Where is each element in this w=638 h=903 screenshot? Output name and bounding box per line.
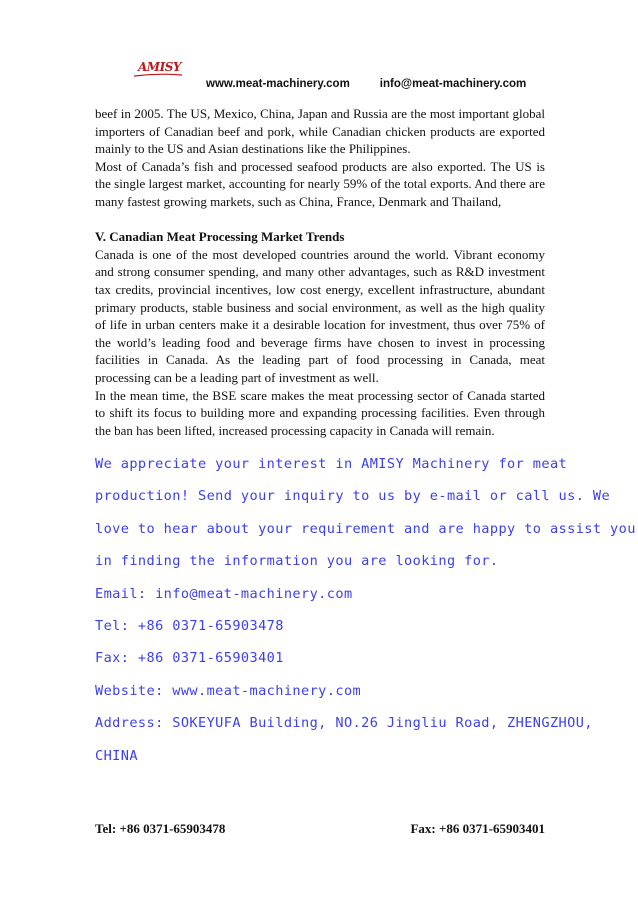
appeal-address: Address: SOKEYUFA Building, NO.26 Jingliu Road, ZHENGZHOU, — [95, 715, 593, 732]
appeal-email[interactable]: Email: info@meat-machinery.com — [95, 585, 353, 602]
appeal-fax: Fax: +86 0371-65903401 — [95, 650, 284, 667]
header-website-link[interactable]: www.meat-machinery.com — [206, 78, 350, 90]
appeal-line: love to hear about your requirement and are happy to assist you — [95, 520, 636, 537]
article-body — [95, 105, 545, 439]
paragraph: Canada is one of the most developed countries around the world. Vibrant economy and strong consumer spending, and many other advantages, such as R&D investment tax credits, provincial incentives, low cost energy, excellent infrastructure, abundant primary products, stable business and social environment, as well as the high quality of life in urban centers make it a desirable location for investment, thus over 75% of the world’s leading food and beverage firms have chosen to invest in processing facilities in Canada. As the leading part of food processing in Canada, meat processing can be a leading part of investment as well. — [95, 246, 545, 385]
page-header — [0, 60, 638, 100]
header-email-link[interactable]: info@meat-machinery.com — [379, 78, 527, 90]
contact-appeal — [95, 448, 636, 772]
appeal-country: CHINA — [95, 747, 138, 764]
footer-fax: Fax: +86 0371-65903401 — [410, 821, 545, 836]
logo-swoosh-icon — [134, 73, 182, 77]
amisy-logo: AMISY — [138, 60, 181, 74]
header-contact — [206, 78, 526, 90]
appeal-line: in finding the information you are looking for. — [95, 553, 499, 570]
appeal-website[interactable]: Website: www.meat-machinery.com — [95, 682, 362, 699]
section-heading: V. Canadian Meat Processing Market Trends — [95, 229, 345, 245]
appeal-line: We appreciate your interest in AMISY Machinery for meat — [95, 456, 568, 472]
paragraph: In the mean time, the BSE scare makes the meat processing sector of Canada started to shift its focus to building more and expanding processing facilities. Even through the ban has been lifted, increased processing capacity in Canada will remain. — [95, 387, 545, 438]
paragraph: beef in 2005. The US, Mexico, China, Japan and Russia are the most important global importers of Canadian beef and pork, while Canadian chicken products are exported mainly to the US and Asian destinations like the Philippines. — [95, 106, 545, 157]
appeal-tel: Tel: +86 0371-65903478 — [95, 617, 284, 634]
appeal-line: production! Send your inquiry to us by e-mail or call us. We — [95, 488, 611, 505]
footer-tel: Tel: +86 0371-65903478 — [95, 821, 226, 836]
paragraph: Most of Canada’s fish and processed seafood products are also exported. The US is the single largest market, accounting for nearly 59% of the total exports. And there are many fastest growing markets, such as China, France, Denmark and Thailand, — [95, 158, 545, 209]
